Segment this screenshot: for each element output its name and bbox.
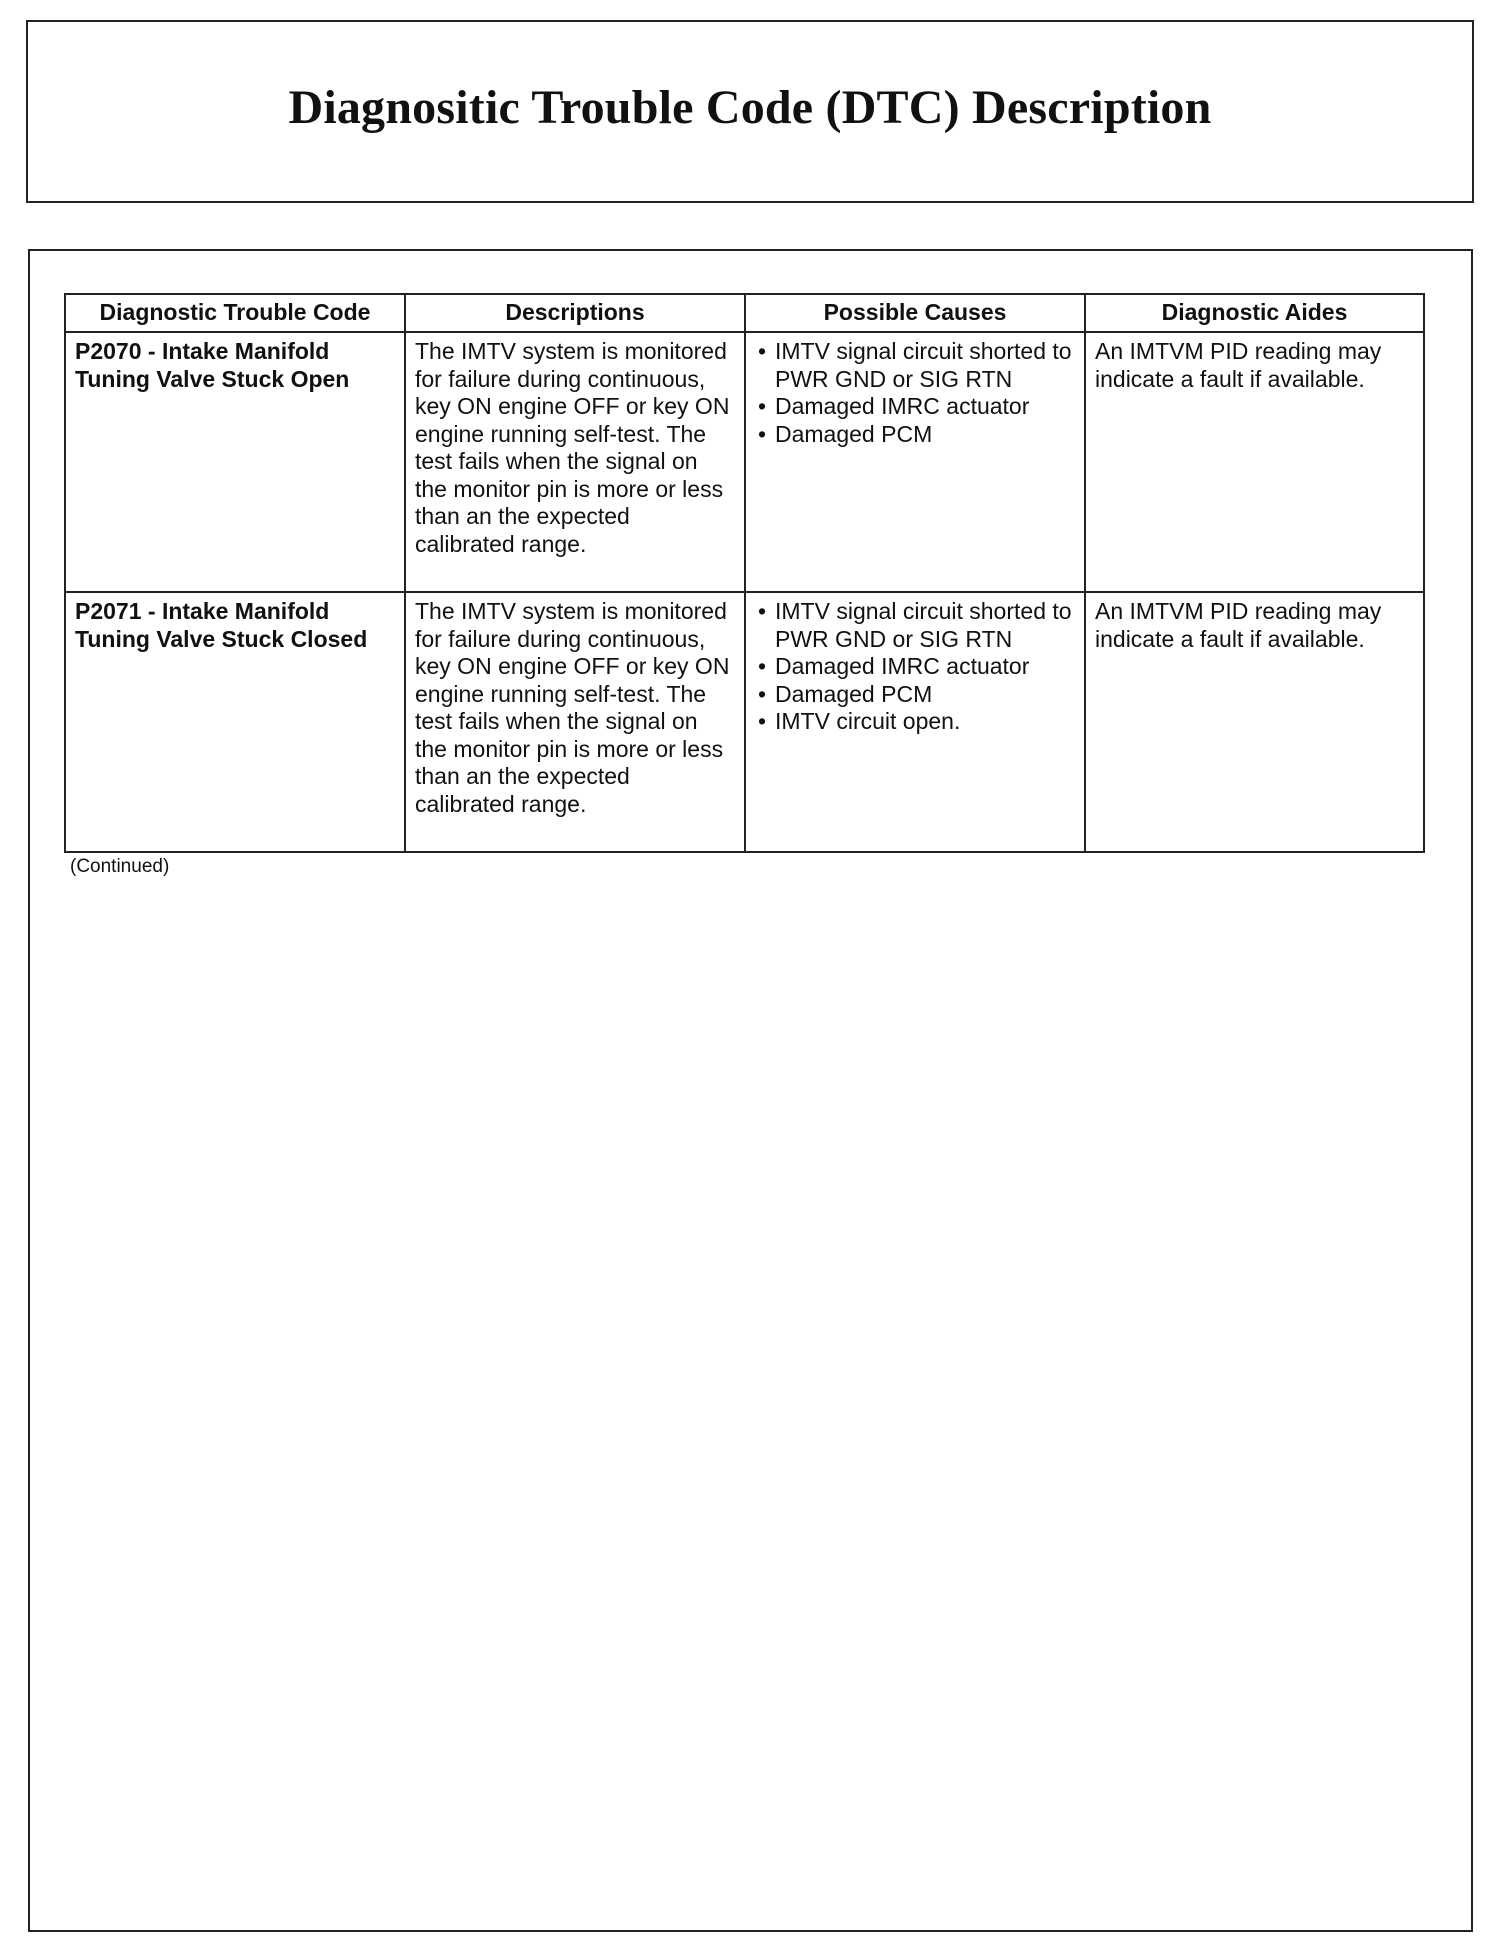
cause-item: • IMTV signal circuit shorted to PWR GND or SIG RTN — [755, 338, 1075, 393]
title-box — [26, 20, 1474, 203]
cause-item: • Damaged IMRC actuator — [755, 393, 1075, 421]
dtc-table — [64, 293, 1425, 853]
cause-item: • Damaged PCM — [755, 421, 1075, 449]
content-box — [28, 249, 1473, 1932]
column-header-aides: Diagnostic Aides — [1085, 294, 1424, 332]
description-cell: The IMTV system is monitored for failure during continuous, key ON engine OFF or key ON engine running self-test. The test fails when the signal on the monitor pin is more or less than an the expected calibrated range. — [405, 592, 745, 852]
page-title: Diagnositic Trouble Code (DTC) Description — [288, 81, 1212, 134]
continued-note: (Continued) — [70, 856, 170, 877]
cause-item: • Damaged IMRC actuator — [755, 653, 1075, 681]
aides-cell: An IMTVM PID reading may indicate a fault if available. — [1085, 332, 1424, 592]
causes-cell — [745, 332, 1085, 592]
column-header-code: Diagnostic Trouble Code — [65, 294, 405, 332]
cause-item: • IMTV signal circuit shorted to PWR GND or SIG RTN — [755, 598, 1075, 653]
column-header-descriptions: Descriptions — [405, 294, 745, 332]
aides-cell: An IMTVM PID reading may indicate a fault if available. — [1085, 592, 1424, 852]
causes-list — [755, 338, 1075, 448]
causes-list — [755, 598, 1075, 736]
dtc-code-cell: P2071 - Intake Manifold Tuning Valve Stuck Closed — [65, 592, 405, 852]
description-cell: The IMTV system is monitored for failure during continuous, key ON engine OFF or key ON engine running self-test. The test fails when the signal on the monitor pin is more or less than an the expected calibrated range. — [405, 332, 745, 592]
dtc-code-cell: P2070 - Intake Manifold Tuning Valve Stuck Open — [65, 332, 405, 592]
cause-item: • Damaged PCM — [755, 681, 1075, 709]
column-header-causes: Possible Causes — [745, 294, 1085, 332]
table-row — [65, 592, 1424, 852]
table-header-row — [65, 294, 1424, 332]
cause-item: • IMTV circuit open. — [755, 708, 1075, 736]
causes-cell — [745, 592, 1085, 852]
table-row — [65, 332, 1424, 592]
